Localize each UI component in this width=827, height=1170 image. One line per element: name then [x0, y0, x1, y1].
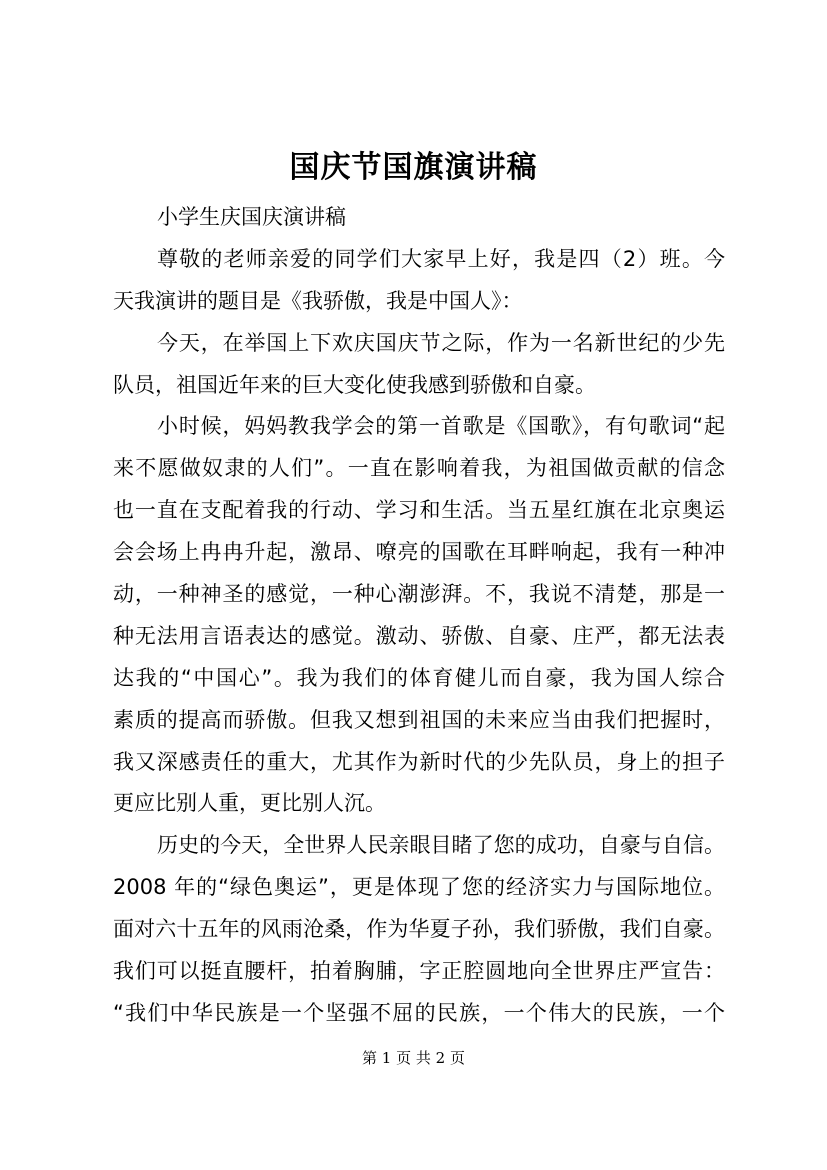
paragraph-line: “我们中华民族是一个坚强不屈的民族，一个伟大的民族，一个	[113, 1000, 725, 1025]
paragraph-line: 2008 年的“绿色奥运”，更是体现了您的经济实力与国际地位。	[113, 875, 725, 900]
subtitle-line: 小学生庆国庆演讲稿	[157, 205, 346, 229]
paragraph-line: 今天，在举国上下欢庆国庆节之际，作为一名新世纪的少先	[157, 330, 725, 355]
paragraph-line: 更应比别人重，更比别人沉。	[113, 791, 386, 816]
paragraph-line: 面对六十五年的风雨沧桑，作为华夏子孙，我们骄傲，我们自豪。	[113, 917, 725, 942]
paragraph-line: 队员，祖国近年来的巨大变化使我感到骄傲和自豪。	[113, 372, 596, 397]
paragraph-line: 素质的提高而骄傲。但我又想到祖国的未来应当由我们把握时，	[113, 707, 725, 732]
paragraph-line: 来不愿做奴隶的人们”。一直在影响着我，为祖国做贡献的信念	[113, 456, 725, 481]
paragraph-line: 我们可以挺直腰杆，拍着胸脯，字正腔圆地向全世界庄严宣告：	[113, 959, 725, 984]
paragraph-line: 我又深感责任的重大，尤其作为新时代的少先队员，身上的担子	[113, 749, 725, 774]
document-body	[113, 197, 725, 1035]
paragraph-line: 尊敬的老师亲爱的同学们大家早上好，我是四（2）班。今	[157, 246, 725, 271]
document-title: 国庆节国旗演讲稿	[289, 150, 538, 185]
paragraph-line: 小时候，妈妈教我学会的第一首歌是《国歌》，有句歌词“起	[157, 414, 725, 439]
page-footer: 第 1 页 共 2 页	[362, 1049, 465, 1067]
paragraph-line: 动，一种神圣的感觉，一种心潮澎湃。不，我说不清楚，那是一	[113, 582, 725, 607]
paragraph-line: 也一直在支配着我的行动、学习和生活。当五星红旗在北京奥运	[113, 498, 725, 523]
paragraph-line: 历史的今天，全世界人民亲眼目睹了您的成功，自豪与自信。	[157, 833, 725, 858]
paragraph-line: 天我演讲的题目是《我骄傲，我是中国人》：	[113, 288, 523, 313]
paragraph-line: 种无法用言语表达的感觉。激动、骄傲、自豪、庄严，都无法表	[113, 623, 725, 648]
paragraph-line: 会会场上冉冉升起，激昂、嘹亮的国歌在耳畔响起，我有一种冲	[113, 540, 725, 565]
paragraph-line: 达我的“中国心”。我为我们的体育健儿而自豪，我为国人综合	[113, 665, 725, 690]
